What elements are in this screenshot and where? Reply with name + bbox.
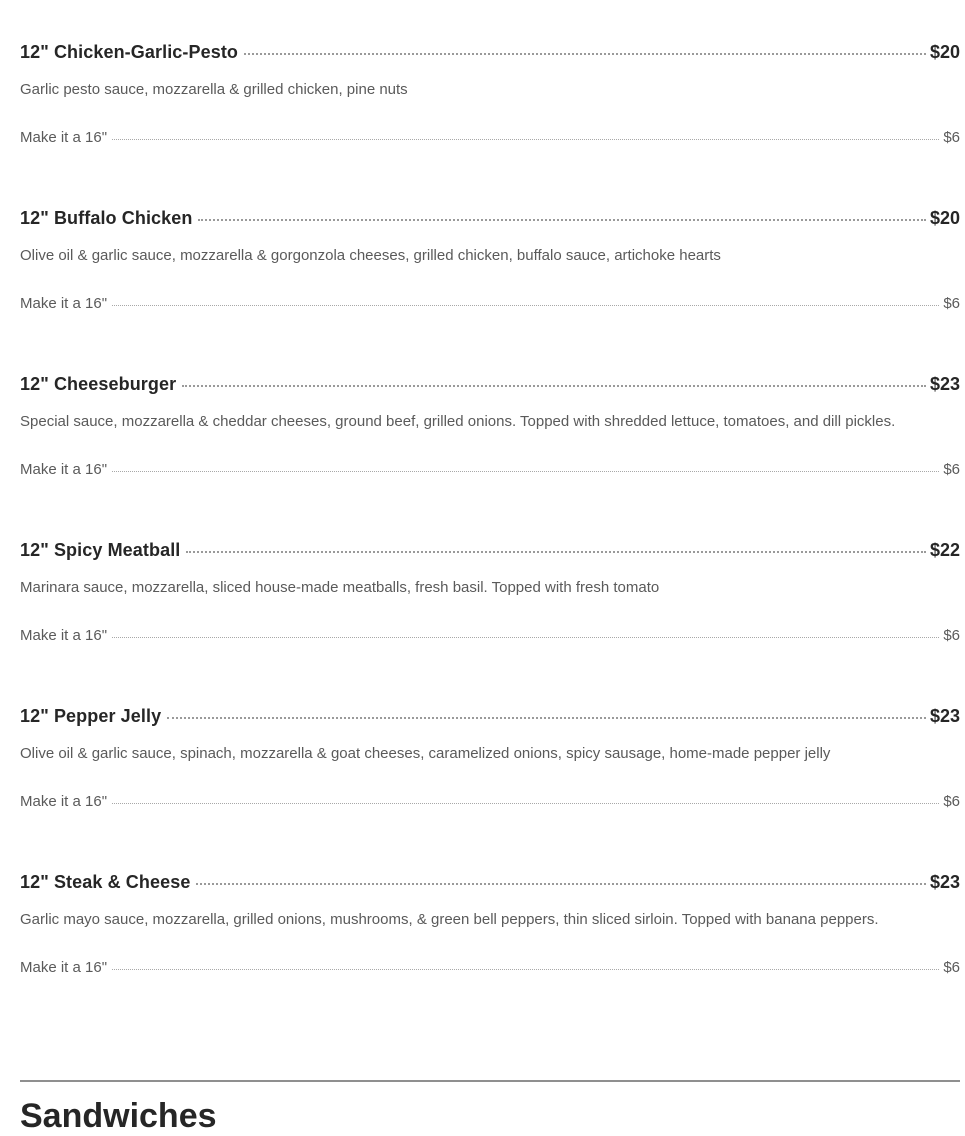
menu-item-name: 12" Buffalo Chicken	[20, 208, 193, 228]
upsize-label: Make it a 16"	[20, 295, 108, 312]
menu-item-price: $23	[929, 872, 960, 892]
upsize-option[interactable]	[20, 461, 960, 478]
dotted-leader	[182, 385, 926, 387]
menu-item-title-row	[20, 208, 960, 229]
upsize-label: Make it a 16"	[20, 129, 108, 146]
upsize-label: Make it a 16"	[20, 627, 108, 644]
menu-item-price: $23	[929, 374, 960, 394]
menu-item-chicken-garlic-pesto[interactable]	[20, 0, 960, 160]
menu-item-price: $22	[929, 540, 960, 560]
dotted-leader	[112, 803, 939, 804]
dotted-leader	[112, 305, 939, 306]
menu-item-name: 12" Cheeseburger	[20, 374, 177, 394]
menu-item-title-row	[20, 872, 960, 893]
menu-item-price: $20	[929, 42, 960, 62]
menu-item-description: Olive oil & garlic sauce, spinach, mozzarella & goat cheeses, caramelized onions, spicy sausage, home-made pepper jelly	[20, 745, 831, 762]
dotted-leader	[196, 883, 926, 885]
menu-item-spicy-meatball[interactable]	[20, 498, 960, 658]
dotted-leader	[167, 717, 926, 719]
upsize-label: Make it a 16"	[20, 959, 108, 976]
dotted-leader	[112, 471, 939, 472]
menu-item-price: $23	[929, 706, 960, 726]
menu-item-title-row	[20, 42, 960, 63]
upsize-option[interactable]	[20, 959, 960, 976]
section-divider	[20, 1080, 960, 1082]
menu-item-title-row	[20, 374, 960, 395]
menu-item-description: Marinara sauce, mozzarella, sliced house-made meatballs, fresh basil. Topped with fresh tomato	[20, 579, 660, 596]
upsize-price: $6	[943, 129, 960, 146]
section-title: Sandwiches	[20, 1097, 217, 1135]
dotted-leader	[186, 551, 926, 553]
menu-item-title-row	[20, 706, 960, 727]
dotted-leader	[112, 969, 939, 970]
upsize-price: $6	[943, 461, 960, 478]
menu-item-pepper-jelly[interactable]	[20, 664, 960, 824]
menu-item-description: Garlic pesto sauce, mozzarella & grilled chicken, pine nuts	[20, 81, 408, 98]
menu-item-name: 12" Steak & Cheese	[20, 872, 191, 892]
dotted-leader	[198, 219, 925, 221]
menu-item-description: Special sauce, mozzarella & cheddar cheeses, ground beef, grilled onions. Topped with shredded lettuce, tomatoes, and dill pickles.	[20, 413, 896, 430]
upsize-price: $6	[943, 627, 960, 644]
menu-item-title-row	[20, 540, 960, 561]
upsize-label: Make it a 16"	[20, 461, 108, 478]
menu-item-name: 12" Chicken-Garlic-Pesto	[20, 42, 239, 62]
menu-item-price: $20	[929, 208, 960, 228]
upsize-label: Make it a 16"	[20, 793, 108, 810]
menu-item-name: 12" Spicy Meatball	[20, 540, 181, 560]
menu-item-cheeseburger[interactable]	[20, 332, 960, 492]
upsize-price: $6	[943, 959, 960, 976]
menu-item-steak-cheese[interactable]	[20, 830, 960, 990]
upsize-price: $6	[943, 793, 960, 810]
dotted-leader	[244, 53, 926, 55]
menu-item-buffalo-chicken[interactable]	[20, 166, 960, 326]
upsize-option[interactable]	[20, 129, 960, 146]
menu-item-description: Garlic mayo sauce, mozzarella, grilled onions, mushrooms, & green bell peppers, thin sliced sirloin. Topped with banana peppers.	[20, 911, 879, 928]
upsize-price: $6	[943, 295, 960, 312]
upsize-option[interactable]	[20, 793, 960, 810]
menu-item-description: Olive oil & garlic sauce, mozzarella & gorgonzola cheeses, grilled chicken, buffalo sauce, artichoke hearts	[20, 247, 721, 264]
upsize-option[interactable]	[20, 295, 960, 312]
dotted-leader	[112, 637, 939, 638]
menu-item-name: 12" Pepper Jelly	[20, 706, 162, 726]
dotted-leader	[112, 139, 939, 140]
upsize-option[interactable]	[20, 627, 960, 644]
